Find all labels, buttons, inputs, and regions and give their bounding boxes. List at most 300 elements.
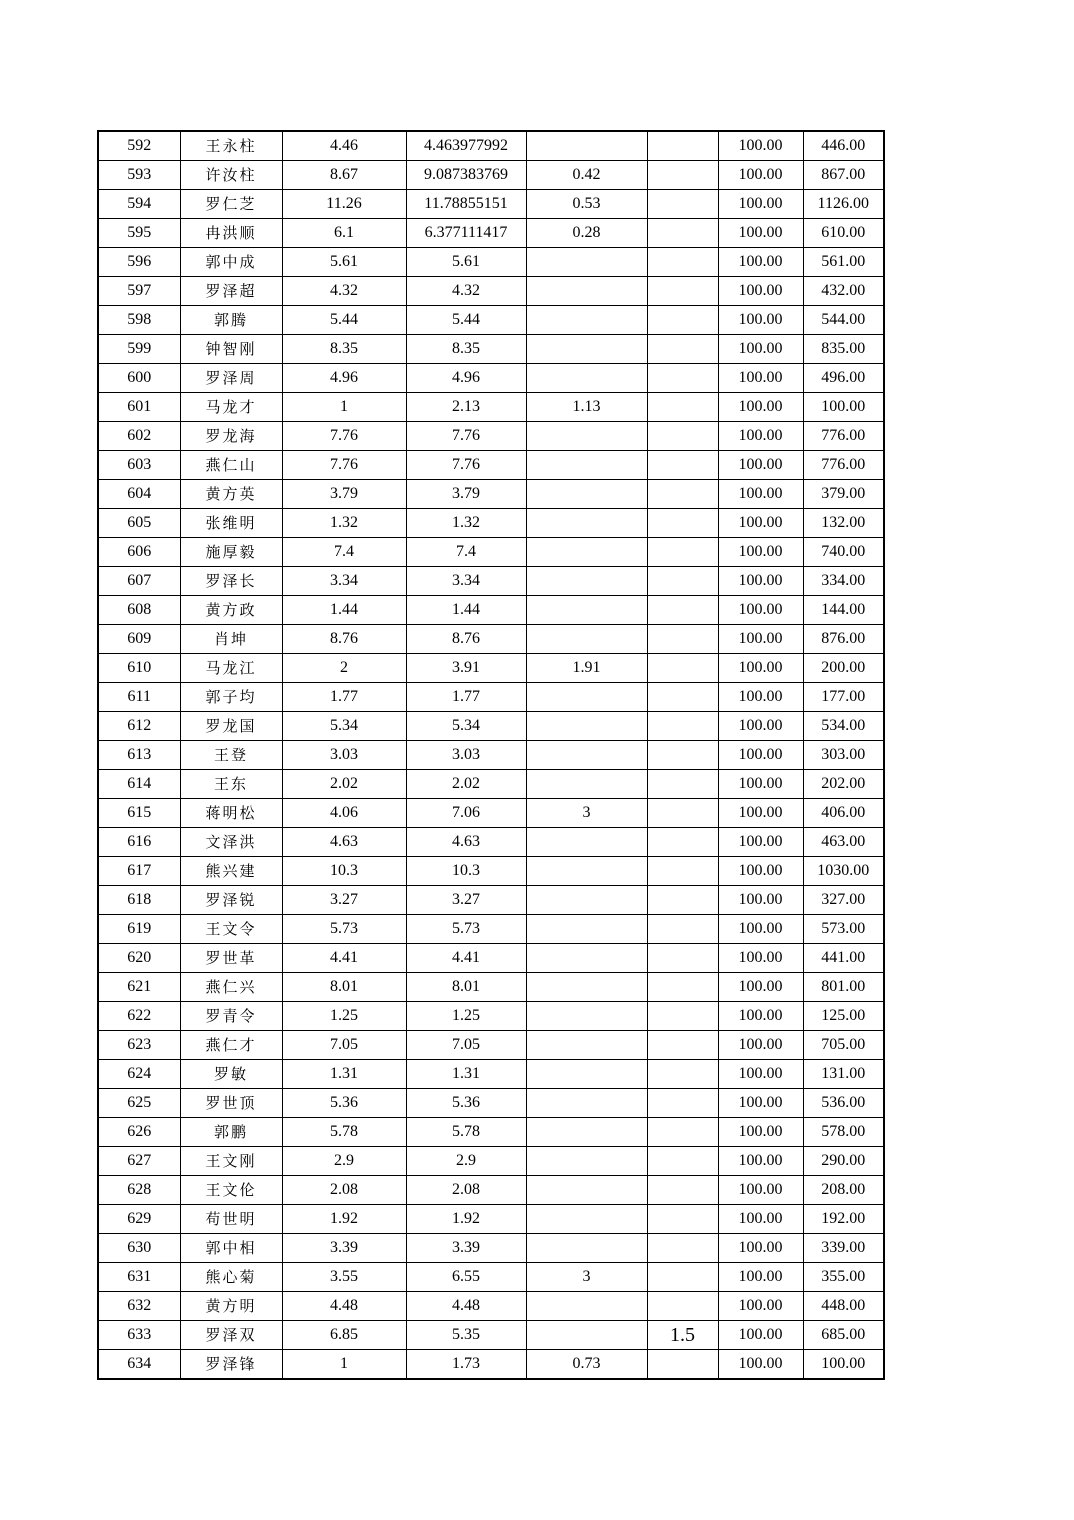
difference-cell: 1.13 bbox=[526, 393, 647, 422]
rate-cell: 100.00 bbox=[718, 625, 803, 654]
difference-cell bbox=[526, 828, 647, 857]
table-row bbox=[98, 1292, 884, 1321]
difference-cell bbox=[526, 683, 647, 712]
measured-area-cell: 3.39 bbox=[406, 1234, 526, 1263]
table-row bbox=[98, 857, 884, 886]
difference-cell bbox=[526, 625, 647, 654]
extra-cell bbox=[647, 393, 718, 422]
area-cell: 3.03 bbox=[282, 741, 406, 770]
name-cell: 王永柱 bbox=[180, 131, 282, 161]
difference-cell: 0.28 bbox=[526, 219, 647, 248]
measured-area-cell: 1.44 bbox=[406, 596, 526, 625]
rate-cell: 100.00 bbox=[718, 1060, 803, 1089]
area-cell: 10.3 bbox=[282, 857, 406, 886]
area-cell: 2.9 bbox=[282, 1147, 406, 1176]
amount-cell: 192.00 bbox=[803, 1205, 884, 1234]
row-number-cell: 626 bbox=[98, 1118, 180, 1147]
name-cell: 王东 bbox=[180, 770, 282, 799]
area-cell: 3.39 bbox=[282, 1234, 406, 1263]
name-cell: 罗龙海 bbox=[180, 422, 282, 451]
amount-cell: 100.00 bbox=[803, 393, 884, 422]
measured-area-cell: 7.05 bbox=[406, 1031, 526, 1060]
rate-cell: 100.00 bbox=[718, 451, 803, 480]
table-row bbox=[98, 509, 884, 538]
amount-cell: 144.00 bbox=[803, 596, 884, 625]
table-row bbox=[98, 915, 884, 944]
table-row bbox=[98, 364, 884, 393]
measured-area-cell: 4.63 bbox=[406, 828, 526, 857]
rate-cell: 100.00 bbox=[718, 1118, 803, 1147]
rate-cell: 100.00 bbox=[718, 683, 803, 712]
amount-cell: 446.00 bbox=[803, 131, 884, 161]
area-cell: 7.76 bbox=[282, 422, 406, 451]
difference-cell bbox=[526, 567, 647, 596]
area-cell: 1.25 bbox=[282, 1002, 406, 1031]
difference-cell bbox=[526, 1031, 647, 1060]
name-cell: 燕仁兴 bbox=[180, 973, 282, 1002]
area-cell: 4.96 bbox=[282, 364, 406, 393]
extra-cell bbox=[647, 1263, 718, 1292]
amount-cell: 1126.00 bbox=[803, 190, 884, 219]
measured-area-cell: 8.01 bbox=[406, 973, 526, 1002]
name-cell: 熊心菊 bbox=[180, 1263, 282, 1292]
difference-cell bbox=[526, 131, 647, 161]
area-cell: 4.06 bbox=[282, 799, 406, 828]
measured-area-cell: 1.25 bbox=[406, 1002, 526, 1031]
extra-cell bbox=[647, 857, 718, 886]
amount-cell: 290.00 bbox=[803, 1147, 884, 1176]
rate-cell: 100.00 bbox=[718, 973, 803, 1002]
area-cell: 11.26 bbox=[282, 190, 406, 219]
measured-area-cell: 7.76 bbox=[406, 451, 526, 480]
name-cell: 黄方明 bbox=[180, 1292, 282, 1321]
table-row bbox=[98, 219, 884, 248]
difference-cell bbox=[526, 1176, 647, 1205]
table-row bbox=[98, 567, 884, 596]
row-number-cell: 616 bbox=[98, 828, 180, 857]
row-number-cell: 599 bbox=[98, 335, 180, 364]
measured-area-cell: 4.48 bbox=[406, 1292, 526, 1321]
table-row bbox=[98, 335, 884, 364]
amount-cell: 534.00 bbox=[803, 712, 884, 741]
difference-cell: 3 bbox=[526, 1263, 647, 1292]
area-cell: 1.92 bbox=[282, 1205, 406, 1234]
difference-cell bbox=[526, 1292, 647, 1321]
table-row bbox=[98, 451, 884, 480]
extra-cell bbox=[647, 1147, 718, 1176]
amount-cell: 536.00 bbox=[803, 1089, 884, 1118]
difference-cell bbox=[526, 248, 647, 277]
name-cell: 郭子均 bbox=[180, 683, 282, 712]
area-cell: 6.85 bbox=[282, 1321, 406, 1350]
table-row bbox=[98, 1060, 884, 1089]
table-row bbox=[98, 306, 884, 335]
area-cell: 3.34 bbox=[282, 567, 406, 596]
name-cell: 罗泽超 bbox=[180, 277, 282, 306]
amount-cell: 544.00 bbox=[803, 306, 884, 335]
name-cell: 马龙才 bbox=[180, 393, 282, 422]
rate-cell: 100.00 bbox=[718, 886, 803, 915]
difference-cell: 0.42 bbox=[526, 161, 647, 190]
amount-cell: 202.00 bbox=[803, 770, 884, 799]
measured-area-cell: 10.3 bbox=[406, 857, 526, 886]
rate-cell: 100.00 bbox=[718, 1292, 803, 1321]
row-number-cell: 624 bbox=[98, 1060, 180, 1089]
measured-area-cell: 5.61 bbox=[406, 248, 526, 277]
row-number-cell: 617 bbox=[98, 857, 180, 886]
amount-cell: 406.00 bbox=[803, 799, 884, 828]
difference-cell: 1.91 bbox=[526, 654, 647, 683]
rate-cell: 100.00 bbox=[718, 567, 803, 596]
rate-cell: 100.00 bbox=[718, 131, 803, 161]
difference-cell: 3 bbox=[526, 799, 647, 828]
rate-cell: 100.00 bbox=[718, 480, 803, 509]
amount-cell: 327.00 bbox=[803, 886, 884, 915]
area-cell: 4.46 bbox=[282, 131, 406, 161]
table-row bbox=[98, 944, 884, 973]
rate-cell: 100.00 bbox=[718, 1263, 803, 1292]
row-number-cell: 594 bbox=[98, 190, 180, 219]
extra-cell bbox=[647, 248, 718, 277]
rate-cell: 100.00 bbox=[718, 1002, 803, 1031]
measured-area-cell: 4.41 bbox=[406, 944, 526, 973]
difference-cell bbox=[526, 1089, 647, 1118]
difference-cell bbox=[526, 741, 647, 770]
area-cell: 5.78 bbox=[282, 1118, 406, 1147]
row-number-cell: 596 bbox=[98, 248, 180, 277]
name-cell: 苟世明 bbox=[180, 1205, 282, 1234]
measured-area-cell: 1.31 bbox=[406, 1060, 526, 1089]
name-cell: 许汝柱 bbox=[180, 161, 282, 190]
amount-cell: 705.00 bbox=[803, 1031, 884, 1060]
table-row bbox=[98, 596, 884, 625]
amount-cell: 339.00 bbox=[803, 1234, 884, 1263]
extra-cell bbox=[647, 190, 718, 219]
measured-area-cell: 2.02 bbox=[406, 770, 526, 799]
row-number-cell: 625 bbox=[98, 1089, 180, 1118]
extra-cell bbox=[647, 886, 718, 915]
extra-cell bbox=[647, 915, 718, 944]
amount-cell: 355.00 bbox=[803, 1263, 884, 1292]
table-row bbox=[98, 1031, 884, 1060]
amount-cell: 463.00 bbox=[803, 828, 884, 857]
extra-cell bbox=[647, 944, 718, 973]
row-number-cell: 628 bbox=[98, 1176, 180, 1205]
row-number-cell: 606 bbox=[98, 538, 180, 567]
row-number-cell: 601 bbox=[98, 393, 180, 422]
row-number-cell: 630 bbox=[98, 1234, 180, 1263]
table-row bbox=[98, 1089, 884, 1118]
name-cell: 黄方英 bbox=[180, 480, 282, 509]
rate-cell: 100.00 bbox=[718, 857, 803, 886]
extra-cell bbox=[647, 335, 718, 364]
area-cell: 1.31 bbox=[282, 1060, 406, 1089]
rate-cell: 100.00 bbox=[718, 248, 803, 277]
extra-cell bbox=[647, 1176, 718, 1205]
row-number-cell: 623 bbox=[98, 1031, 180, 1060]
row-number-cell: 632 bbox=[98, 1292, 180, 1321]
measured-area-cell: 1.73 bbox=[406, 1350, 526, 1380]
table-row bbox=[98, 393, 884, 422]
area-cell: 1 bbox=[282, 1350, 406, 1380]
rate-cell: 100.00 bbox=[718, 654, 803, 683]
amount-cell: 801.00 bbox=[803, 973, 884, 1002]
rate-cell: 100.00 bbox=[718, 1234, 803, 1263]
measured-area-cell: 8.76 bbox=[406, 625, 526, 654]
row-number-cell: 593 bbox=[98, 161, 180, 190]
table-row bbox=[98, 770, 884, 799]
amount-cell: 578.00 bbox=[803, 1118, 884, 1147]
measured-area-cell: 7.06 bbox=[406, 799, 526, 828]
extra-cell bbox=[647, 683, 718, 712]
row-number-cell: 618 bbox=[98, 886, 180, 915]
table-row bbox=[98, 422, 884, 451]
rate-cell: 100.00 bbox=[718, 161, 803, 190]
rate-cell: 100.00 bbox=[718, 799, 803, 828]
extra-cell bbox=[647, 306, 718, 335]
difference-cell bbox=[526, 480, 647, 509]
name-cell: 王文刚 bbox=[180, 1147, 282, 1176]
difference-cell bbox=[526, 1060, 647, 1089]
measured-area-cell: 3.03 bbox=[406, 741, 526, 770]
extra-cell bbox=[647, 1292, 718, 1321]
amount-cell: 379.00 bbox=[803, 480, 884, 509]
amount-cell: 100.00 bbox=[803, 1350, 884, 1380]
name-cell: 冉洪顺 bbox=[180, 219, 282, 248]
extra-cell bbox=[647, 1350, 718, 1380]
table-row bbox=[98, 1321, 884, 1350]
measured-area-cell: 11.78855151 bbox=[406, 190, 526, 219]
extra-cell: 1.5 bbox=[647, 1321, 718, 1350]
row-number-cell: 621 bbox=[98, 973, 180, 1002]
name-cell: 燕仁才 bbox=[180, 1031, 282, 1060]
rate-cell: 100.00 bbox=[718, 1205, 803, 1234]
row-number-cell: 627 bbox=[98, 1147, 180, 1176]
row-number-cell: 619 bbox=[98, 915, 180, 944]
area-cell: 2.02 bbox=[282, 770, 406, 799]
difference-cell bbox=[526, 1118, 647, 1147]
amount-cell: 573.00 bbox=[803, 915, 884, 944]
table-row bbox=[98, 538, 884, 567]
name-cell: 黄方政 bbox=[180, 596, 282, 625]
rate-cell: 100.00 bbox=[718, 219, 803, 248]
rate-cell: 100.00 bbox=[718, 944, 803, 973]
amount-cell: 610.00 bbox=[803, 219, 884, 248]
amount-cell: 303.00 bbox=[803, 741, 884, 770]
table-row bbox=[98, 161, 884, 190]
name-cell: 罗泽长 bbox=[180, 567, 282, 596]
extra-cell bbox=[647, 131, 718, 161]
table-row bbox=[98, 131, 884, 161]
measured-area-cell: 7.4 bbox=[406, 538, 526, 567]
area-cell: 4.41 bbox=[282, 944, 406, 973]
area-cell: 1.44 bbox=[282, 596, 406, 625]
name-cell: 郭鹏 bbox=[180, 1118, 282, 1147]
row-number-cell: 605 bbox=[98, 509, 180, 538]
difference-cell bbox=[526, 712, 647, 741]
table-row bbox=[98, 190, 884, 219]
area-cell: 7.76 bbox=[282, 451, 406, 480]
extra-cell bbox=[647, 219, 718, 248]
area-cell: 2 bbox=[282, 654, 406, 683]
rate-cell: 100.00 bbox=[718, 190, 803, 219]
measured-area-cell: 1.77 bbox=[406, 683, 526, 712]
difference-cell bbox=[526, 973, 647, 1002]
rate-cell: 100.00 bbox=[718, 509, 803, 538]
area-cell: 4.63 bbox=[282, 828, 406, 857]
measured-area-cell: 1.32 bbox=[406, 509, 526, 538]
measured-area-cell: 5.73 bbox=[406, 915, 526, 944]
difference-cell: 0.73 bbox=[526, 1350, 647, 1380]
row-number-cell: 598 bbox=[98, 306, 180, 335]
difference-cell bbox=[526, 538, 647, 567]
name-cell: 罗青令 bbox=[180, 1002, 282, 1031]
extra-cell bbox=[647, 1089, 718, 1118]
extra-cell bbox=[647, 1002, 718, 1031]
name-cell: 郭中相 bbox=[180, 1234, 282, 1263]
table-row bbox=[98, 973, 884, 1002]
amount-cell: 740.00 bbox=[803, 538, 884, 567]
table-row bbox=[98, 277, 884, 306]
difference-cell bbox=[526, 886, 647, 915]
extra-cell bbox=[647, 625, 718, 654]
rate-cell: 100.00 bbox=[718, 277, 803, 306]
area-cell: 3.55 bbox=[282, 1263, 406, 1292]
measured-area-cell: 6.55 bbox=[406, 1263, 526, 1292]
rate-cell: 100.00 bbox=[718, 828, 803, 857]
name-cell: 郭中成 bbox=[180, 248, 282, 277]
area-cell: 8.35 bbox=[282, 335, 406, 364]
rate-cell: 100.00 bbox=[718, 1176, 803, 1205]
name-cell: 张维明 bbox=[180, 509, 282, 538]
amount-cell: 125.00 bbox=[803, 1002, 884, 1031]
row-number-cell: 609 bbox=[98, 625, 180, 654]
amount-cell: 561.00 bbox=[803, 248, 884, 277]
table-row bbox=[98, 799, 884, 828]
table-row bbox=[98, 1147, 884, 1176]
amount-cell: 200.00 bbox=[803, 654, 884, 683]
name-cell: 钟智刚 bbox=[180, 335, 282, 364]
table-row bbox=[98, 1118, 884, 1147]
name-cell: 罗世顶 bbox=[180, 1089, 282, 1118]
table-body bbox=[98, 131, 884, 1379]
table-row bbox=[98, 1205, 884, 1234]
name-cell: 马龙江 bbox=[180, 654, 282, 683]
area-cell: 5.36 bbox=[282, 1089, 406, 1118]
row-number-cell: 600 bbox=[98, 364, 180, 393]
extra-cell bbox=[647, 451, 718, 480]
table-row bbox=[98, 248, 884, 277]
rate-cell: 100.00 bbox=[718, 596, 803, 625]
measured-area-cell: 1.92 bbox=[406, 1205, 526, 1234]
area-cell: 1.77 bbox=[282, 683, 406, 712]
extra-cell bbox=[647, 770, 718, 799]
row-number-cell: 602 bbox=[98, 422, 180, 451]
difference-cell bbox=[526, 1234, 647, 1263]
row-number-cell: 610 bbox=[98, 654, 180, 683]
amount-cell: 448.00 bbox=[803, 1292, 884, 1321]
row-number-cell: 633 bbox=[98, 1321, 180, 1350]
measured-area-cell: 3.79 bbox=[406, 480, 526, 509]
table-row bbox=[98, 683, 884, 712]
table-row bbox=[98, 886, 884, 915]
extra-cell bbox=[647, 1118, 718, 1147]
area-cell: 5.34 bbox=[282, 712, 406, 741]
extra-cell bbox=[647, 799, 718, 828]
measured-area-cell: 3.91 bbox=[406, 654, 526, 683]
measured-area-cell: 5.34 bbox=[406, 712, 526, 741]
measured-area-cell: 2.13 bbox=[406, 393, 526, 422]
table-row bbox=[98, 1263, 884, 1292]
area-cell: 6.1 bbox=[282, 219, 406, 248]
area-cell: 3.27 bbox=[282, 886, 406, 915]
rate-cell: 100.00 bbox=[718, 538, 803, 567]
name-cell: 罗泽周 bbox=[180, 364, 282, 393]
rate-cell: 100.00 bbox=[718, 712, 803, 741]
measured-area-cell: 3.34 bbox=[406, 567, 526, 596]
extra-cell bbox=[647, 1205, 718, 1234]
amount-cell: 131.00 bbox=[803, 1060, 884, 1089]
difference-cell bbox=[526, 1321, 647, 1350]
row-number-cell: 595 bbox=[98, 219, 180, 248]
rate-cell: 100.00 bbox=[718, 393, 803, 422]
table-row bbox=[98, 1176, 884, 1205]
row-number-cell: 603 bbox=[98, 451, 180, 480]
extra-cell bbox=[647, 596, 718, 625]
rate-cell: 100.00 bbox=[718, 1031, 803, 1060]
name-cell: 郭腾 bbox=[180, 306, 282, 335]
extra-cell bbox=[647, 277, 718, 306]
amount-cell: 496.00 bbox=[803, 364, 884, 393]
row-number-cell: 611 bbox=[98, 683, 180, 712]
name-cell: 罗仁芝 bbox=[180, 190, 282, 219]
amount-cell: 1030.00 bbox=[803, 857, 884, 886]
name-cell: 施厚毅 bbox=[180, 538, 282, 567]
difference-cell bbox=[526, 944, 647, 973]
rate-cell: 100.00 bbox=[718, 1350, 803, 1380]
extra-cell bbox=[647, 1031, 718, 1060]
row-number-cell: 612 bbox=[98, 712, 180, 741]
row-number-cell: 620 bbox=[98, 944, 180, 973]
row-number-cell: 604 bbox=[98, 480, 180, 509]
measured-area-cell: 5.78 bbox=[406, 1118, 526, 1147]
name-cell: 罗世革 bbox=[180, 944, 282, 973]
measured-area-cell: 9.087383769 bbox=[406, 161, 526, 190]
measured-area-cell: 4.96 bbox=[406, 364, 526, 393]
row-number-cell: 614 bbox=[98, 770, 180, 799]
extra-cell bbox=[647, 161, 718, 190]
area-cell: 8.76 bbox=[282, 625, 406, 654]
rate-cell: 100.00 bbox=[718, 1321, 803, 1350]
table-row bbox=[98, 1234, 884, 1263]
area-cell: 5.61 bbox=[282, 248, 406, 277]
rate-cell: 100.00 bbox=[718, 306, 803, 335]
area-cell: 2.08 bbox=[282, 1176, 406, 1205]
row-number-cell: 592 bbox=[98, 131, 180, 161]
measured-area-cell: 2.9 bbox=[406, 1147, 526, 1176]
extra-cell bbox=[647, 364, 718, 393]
extra-cell bbox=[647, 828, 718, 857]
area-cell: 4.32 bbox=[282, 277, 406, 306]
measured-area-cell: 4.463977992 bbox=[406, 131, 526, 161]
extra-cell bbox=[647, 567, 718, 596]
extra-cell bbox=[647, 973, 718, 1002]
amount-cell: 776.00 bbox=[803, 422, 884, 451]
measured-area-cell: 5.44 bbox=[406, 306, 526, 335]
name-cell: 肖坤 bbox=[180, 625, 282, 654]
amount-cell: 132.00 bbox=[803, 509, 884, 538]
area-cell: 7.05 bbox=[282, 1031, 406, 1060]
